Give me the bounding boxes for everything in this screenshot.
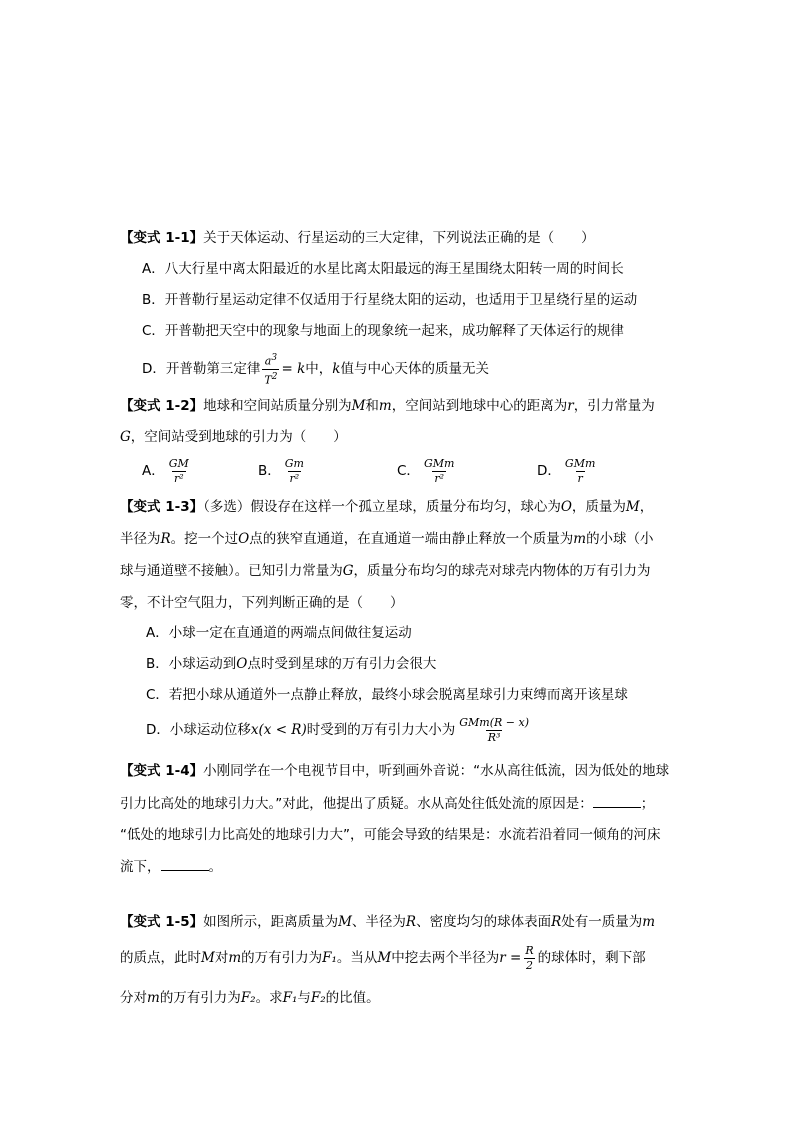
q1-kepler-fraction: $\frac{a^3}{T^2}$ <box>264 353 278 387</box>
q5-line3: 分对m的万有引力为F₂。求F₁与F₂的比值。 <box>120 990 380 1006</box>
q1-tag: 【变式 1-1】 <box>120 230 204 246</box>
q5-tag: 【变式 1-5】 <box>120 914 204 930</box>
q5-radius-fraction: $\frac{R}{2}$ <box>525 943 534 972</box>
q4-line1: 【变式 1-4】小刚同学在一个电视节目中，听到画外音说：“水从高往低流，因为低处的地球 <box>120 763 670 779</box>
q1-kepler-rhs: = k <box>281 361 306 378</box>
q1-option-a: A．八大行星中离太阳最近的水星比离太阳最远的海王星围绕太阳转一周的时间长 <box>142 261 624 277</box>
q1-stem <box>120 228 595 248</box>
q3-option-a: A．小球一定在直通道的两端点间做往复运动 <box>146 625 412 641</box>
q5-line1: 【变式 1-5】如图所示，距离质量为M、半径为R、密度均匀的球体表面R处有一质量为m <box>120 914 656 930</box>
q5-line2: 的质点，此时M对m的万有引力为F₁。当从M中挖去两个半径为r = $\frac{R}{2}$ 的球体时，剩下部 <box>120 943 646 972</box>
q3-line3: 球与通道壁不接触）。已知引力常量为G，质量分布均匀的球壳对球壳内物体的万有引力为 <box>120 563 651 579</box>
q3-option-b: B．小球运动到O点时受到星球的万有引力会很大 <box>146 656 437 672</box>
q2-option-c: C． $\frac{\text{GMm}}{\text{r²}}$ <box>397 456 455 485</box>
q3-tag: 【变式 1-3】 <box>120 499 204 515</box>
q2-line1: 【变式 1-2】地球和空间站质量分别为M和m，空间站到地球中心的距离为r，引力常量为 <box>120 398 655 414</box>
q3-line1: 【变式 1-3】（多选）假设存在这样一个孤立星球，质量分布均匀，球心为O，质量为M， <box>120 499 654 515</box>
q3-line4: 零，不计空气阻力，下列判断正确的是（ ） <box>120 595 404 611</box>
q4-line2: 引力比高处的地球引力大。”对此，他提出了质疑。水从高处往低处流的原因是： ； <box>120 793 654 814</box>
q1-option-b: B．开普勒行星运动定律不仅适用于行星绕太阳的运动，也适用于卫星绕行星的运动 <box>142 292 638 308</box>
q1-option-c: C．开普勒把天空中的现象与地面上的现象统一起来，成功解释了天体运行的规律 <box>142 323 624 339</box>
q3-option-d: D．小球运动位移x(x < R)时受到的万有引力大小为 $\frac{\text{GMm(R − x)}}{\text{R³}}$ <box>146 715 529 744</box>
q2-line2: G，空间站受到地球的引力为（ ） <box>120 429 347 445</box>
q3-force-fraction: $\frac{\text{GMm(R − x)}}{\text{R³}}$ <box>459 715 529 744</box>
q2-option-a: A． $\frac{GM}{\text{r²}}$ <box>142 456 189 485</box>
q2-option-d: D． $\frac{\text{GMm}}{r}$ <box>537 456 596 485</box>
q1-d-prefix: D．开普勒第三定律 <box>142 361 261 378</box>
q3-line2: 半径为R。挖一个过O点的狭窄直通道，在直通道一端由静止释放一个质量为m的小球（小 <box>120 531 654 547</box>
q4-tag: 【变式 1-4】 <box>120 763 204 779</box>
q2-option-b: B． $\frac{Gm}{\text{r²}}$ <box>258 456 304 485</box>
q1-stem-text: 关于天体运动、行星运动的三大定律，下列说法正确的是（ ） <box>203 230 595 246</box>
q4-line3: “低处的地球引力比高处的地球引力大”，可能会导致的结果是：水流若沿着同一倾角的河床 <box>120 827 661 843</box>
q4-answer-blank-1[interactable] <box>593 793 641 808</box>
q1-option-d: D．开普勒第三定律 $\frac{a^3}{T^2}$ = k中，k值与中心天体的质量无关 <box>142 353 489 387</box>
q3-option-c: C．若把小球从通道外一点静止释放，最终小球会脱离星球引力束缚而离开该星球 <box>146 687 628 703</box>
q4-line4: 流下， 。 <box>120 856 222 877</box>
q4-answer-blank-2[interactable] <box>161 856 209 871</box>
q2-tag: 【变式 1-2】 <box>120 398 204 414</box>
